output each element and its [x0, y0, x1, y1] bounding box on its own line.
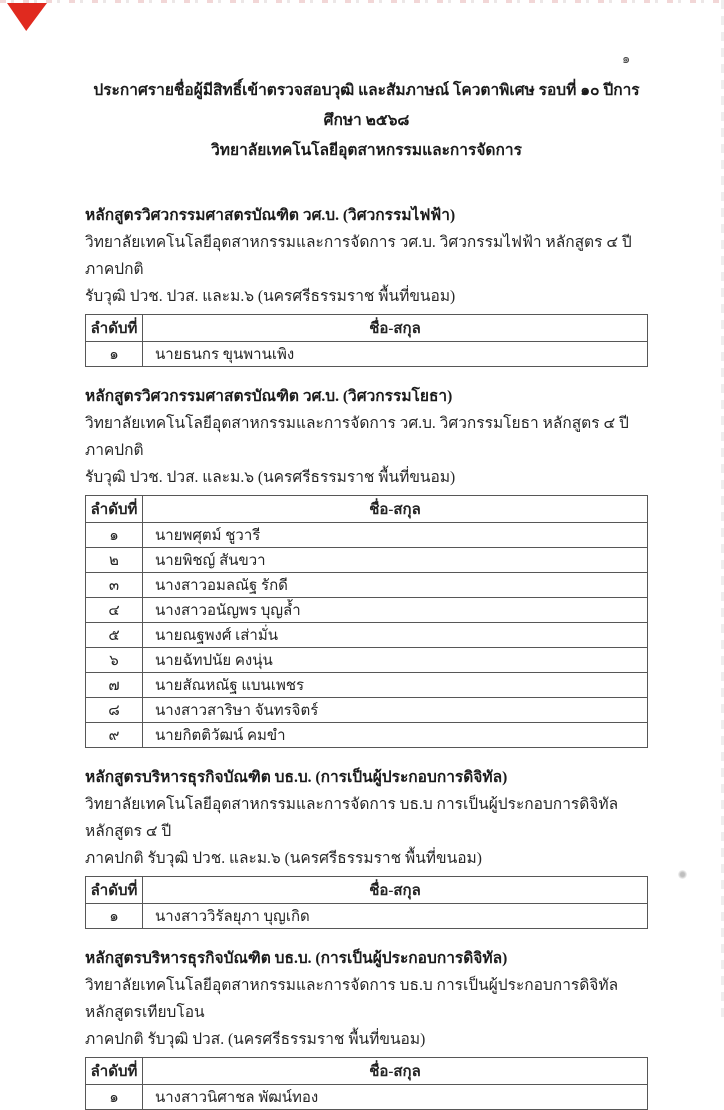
row-index: ๕: [86, 623, 143, 648]
row-name: นายณฐพงศ์ เส่ามั่น: [143, 623, 648, 648]
section-description-line1: วิทยาลัยเทคโนโลยีอุตสาหกรรมและการจัดการ บธ.บ การเป็นผู้ประกอบการดิจิทัล หลักสูตรเทียบโอน: [85, 977, 619, 1021]
red-corner-triangle-icon: [7, 3, 47, 31]
row-index: ๑: [86, 523, 143, 548]
document-content: [85, 76, 648, 1110]
table-row: [86, 904, 648, 929]
table-row: [86, 673, 648, 698]
table-header-row: [86, 877, 648, 904]
candidate-table: [85, 876, 648, 929]
row-index: ๔: [86, 598, 143, 623]
row-name: นายธนกร ขุนพานเพิง: [143, 342, 648, 367]
page-number: ๑: [622, 51, 631, 66]
row-index: ๑: [86, 1085, 143, 1110]
row-name: นางสาวอนัญพร บุญล้ำ: [143, 598, 648, 623]
section-description-line2: ภาคปกติ รับวุฒิ ปวส. (นครศรีธรรมราช พื้นที่ขนอม): [85, 1031, 426, 1048]
column-header-name: ชื่อ-สกุล: [143, 1058, 648, 1085]
table-row: [86, 1085, 648, 1110]
document-title-line2: วิทยาลัยเทคโนโลยีอุตสาหกรรมและการจัดการ: [211, 142, 522, 159]
row-name: นายฉัทปนัย คงนุ่น: [143, 648, 648, 673]
table-row: [86, 723, 648, 748]
section-header: หลักสูตรวิศวกรรมศาสตรบัณฑิต วศ.บ. (วิศวกรรมโยธา): [85, 388, 453, 405]
section-description-line1: วิทยาลัยเทคโนโลยีอุตสาหกรรมและการจัดการ บธ.บ การเป็นผู้ประกอบการดิจิทัล หลักสูตร ๔ ปี: [85, 796, 619, 840]
table-row: [86, 598, 648, 623]
section-electrical-engineering: [85, 202, 648, 367]
column-header-index: ลำดับที่: [86, 877, 143, 904]
candidate-table: [85, 314, 648, 367]
row-index: ๖: [86, 648, 143, 673]
table-row: [86, 342, 648, 367]
row-index: ๑: [86, 342, 143, 367]
table-row: [86, 548, 648, 573]
table-header-row: [86, 1058, 648, 1085]
table-row: [86, 573, 648, 598]
row-name: นางสาววิรัลยุภา บุญเกิด: [143, 904, 648, 929]
row-index: ๙: [86, 723, 143, 748]
row-index: ๒: [86, 548, 143, 573]
row-index: ๗: [86, 673, 143, 698]
document-title: [85, 76, 648, 166]
section-digital-entrepreneurship-4yr: [85, 764, 648, 929]
column-header-index: ลำดับที่: [86, 315, 143, 342]
column-header-index: ลำดับที่: [86, 1058, 143, 1085]
candidate-table: [85, 495, 648, 748]
section-digital-entrepreneurship-transfer: [85, 945, 648, 1110]
row-name: นายพิชญ์ สันขวา: [143, 548, 648, 573]
row-name: นายสัณหณัฐ แบนเพชร: [143, 673, 648, 698]
column-header-name: ชื่อ-สกุล: [143, 315, 648, 342]
table-header-row: [86, 315, 648, 342]
column-header-name: ชื่อ-สกุล: [143, 877, 648, 904]
table-row: [86, 698, 648, 723]
row-index: ๑: [86, 904, 143, 929]
table-row: [86, 523, 648, 548]
row-name: นายกิตติวัฒน์ คมขำ: [143, 723, 648, 748]
row-name: นางสาวนิศาชล พัฒน์ทอง: [143, 1085, 648, 1110]
section-description-line2: รับวุฒิ ปวช. ปวส. และม.๖ (นครศรีธรรมราช พื้นที่ขนอม): [85, 288, 456, 305]
candidate-table: [85, 1057, 648, 1110]
row-index: ๘: [86, 698, 143, 723]
table-row: [86, 648, 648, 673]
scan-artifact-smudge: [678, 870, 687, 879]
row-name: นางสาวอมลณัฐ รักดี: [143, 573, 648, 598]
row-name: นางสาวสาริษา จันทรจิตร์: [143, 698, 648, 723]
column-header-name: ชื่อ-สกุล: [143, 496, 648, 523]
row-index: ๓: [86, 573, 143, 598]
section-description-line1: วิทยาลัยเทคโนโลยีอุตสาหกรรมและการจัดการ วศ.บ. วิศวกรรมโยธา หลักสูตร ๔ ปี ภาคปกติ: [85, 415, 629, 459]
table-row: [86, 623, 648, 648]
section-description-line2: ภาคปกติ รับวุฒิ ปวช. และม.๖ (นครศรีธรรมราช พื้นที่ขนอม): [85, 850, 482, 867]
section-header: หลักสูตรวิศวกรรมศาสตรบัณฑิต วศ.บ. (วิศวกรรมไฟฟ้า): [85, 207, 456, 224]
table-header-row: [86, 496, 648, 523]
scan-artifact-top-edge: [0, 0, 724, 3]
row-name: นายพศุตม์ ชูวารี: [143, 523, 648, 548]
section-description-line1: วิทยาลัยเทคโนโลยีอุตสาหกรรมและการจัดการ วศ.บ. วิศวกรรมไฟฟ้า หลักสูตร ๔ ปี ภาคปกติ: [85, 234, 632, 278]
section-civil-engineering: [85, 383, 648, 748]
section-header: หลักสูตรบริหารธุรกิจบัณฑิต บธ.บ. (การเป็นผู้ประกอบการดิจิทัล): [85, 950, 508, 967]
document-title-line1: ประกาศรายชื่อผู้มีสิทธิ์เข้าตรวจสอบวุฒิ และสัมภาษณ์ โควตาพิเศษ รอบที่ ๑๐ ปีการศึกษา ๒๕๖๘: [93, 82, 640, 129]
section-header: หลักสูตรบริหารธุรกิจบัณฑิต บธ.บ. (การเป็นผู้ประกอบการดิจิทัล): [85, 769, 508, 786]
section-description-line2: รับวุฒิ ปวช. ปวส. และม.๖ (นครศรีธรรมราช พื้นที่ขนอม): [85, 469, 456, 486]
column-header-index: ลำดับที่: [86, 496, 143, 523]
